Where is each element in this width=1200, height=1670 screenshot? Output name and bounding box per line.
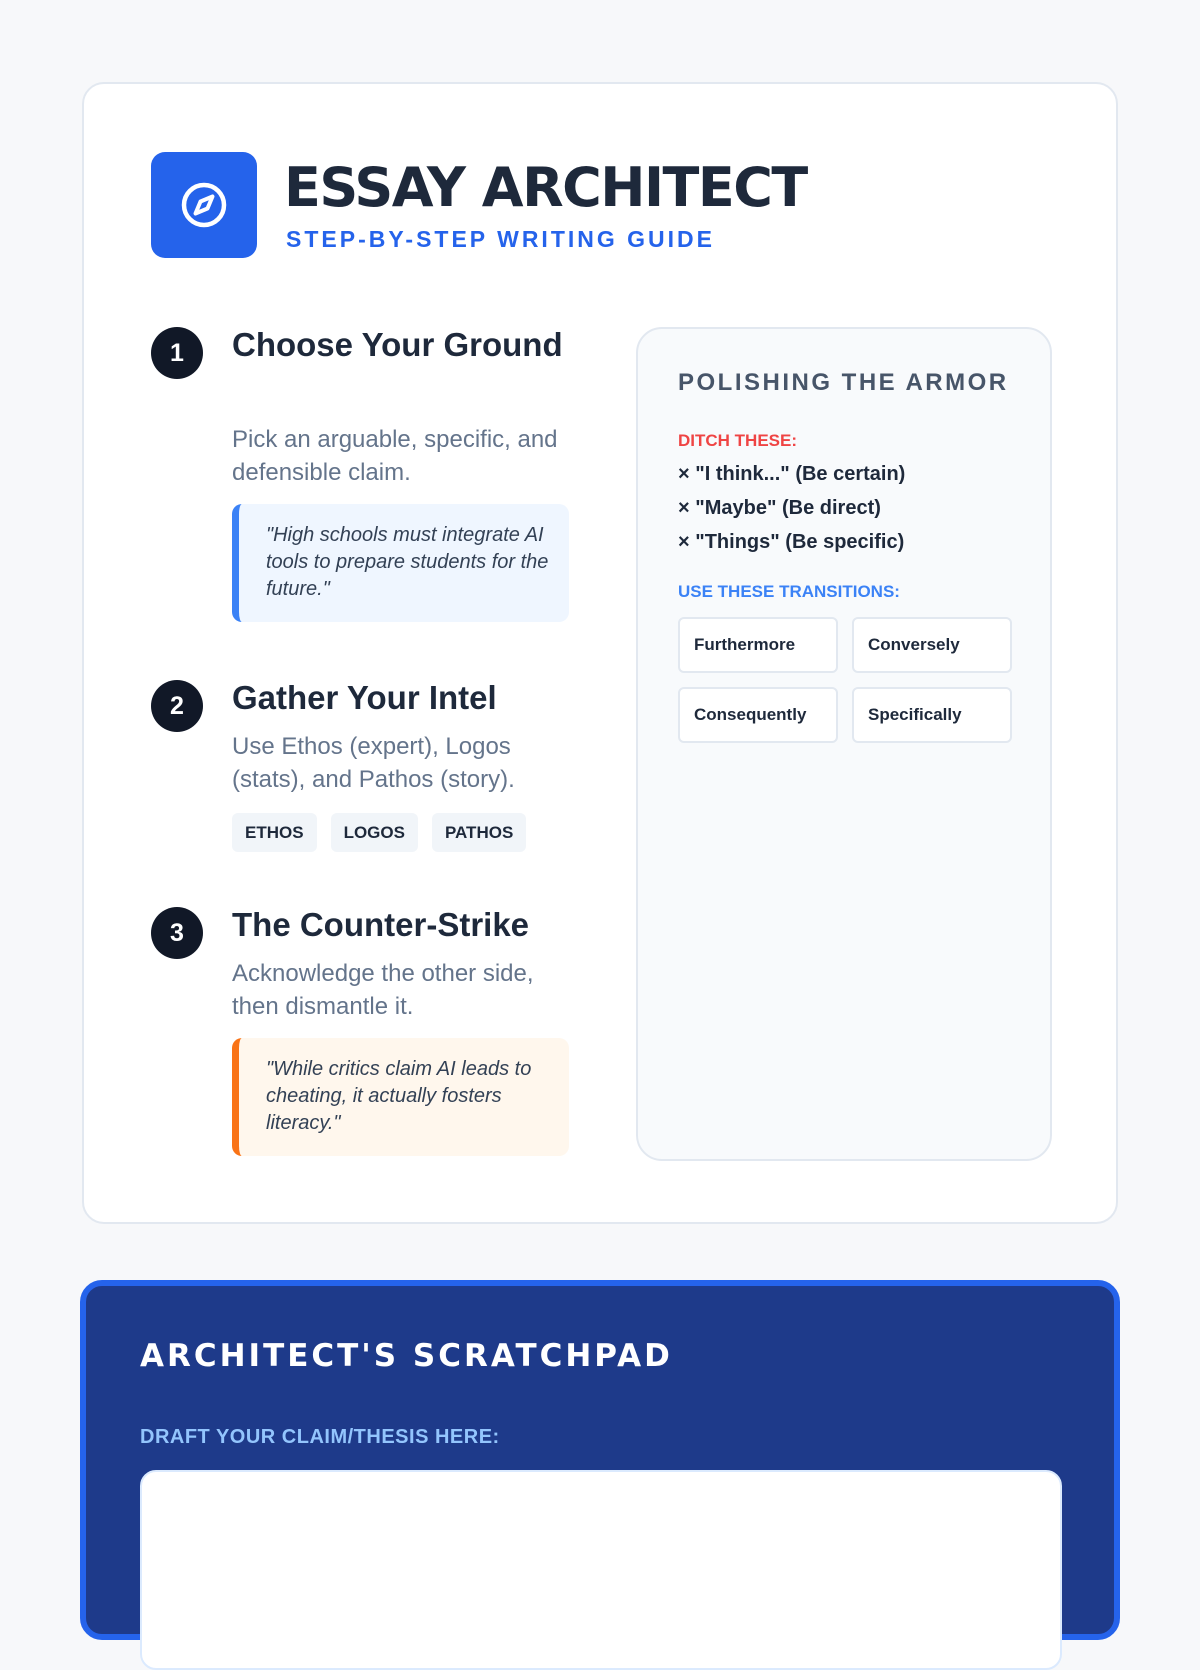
step-description-1: Pick an arguable, specific, and defensible claim. <box>232 426 558 486</box>
step-number-1: 1 <box>151 327 203 379</box>
polishing-title: POLISHING THE ARMOR <box>678 369 1009 396</box>
compass-icon <box>179 180 229 230</box>
transition-furthermore: Furthermore <box>678 617 838 673</box>
step-title-3: The Counter-Strike <box>232 906 530 943</box>
app-logo <box>151 152 257 258</box>
example-claim: "High schools must integrate AI tools to prepare students for the future." <box>232 504 569 622</box>
step-title-2: Gather Your Intel <box>232 679 497 716</box>
appeal-tags <box>232 813 526 852</box>
guide-card <box>82 82 1118 1224</box>
transition-specifically: Specifically <box>852 687 1012 743</box>
transition-conversely: Conversely <box>852 617 1012 673</box>
ditch-item: × "Things" (Be specific) <box>678 531 905 553</box>
scratchpad-panel <box>80 1280 1120 1640</box>
step-number-2: 2 <box>151 680 203 732</box>
step-description-3: Acknowledge the other side, then dismantle it. <box>232 960 534 1020</box>
ditch-list <box>678 457 905 559</box>
step-number-3: 3 <box>151 907 203 959</box>
draft-thesis-input[interactable] <box>140 1470 1062 1670</box>
scratchpad-title: ARCHITECT'S SCRATCHPAD <box>140 1338 673 1374</box>
tag-pathos: PATHOS <box>432 813 526 852</box>
app-title: ESSAY ARCHITECT <box>284 156 807 219</box>
transitions-label: USE THESE TRANSITIONS: <box>678 582 900 601</box>
ditch-item: × "Maybe" (Be direct) <box>678 497 881 519</box>
ditch-item: × "I think..." (Be certain) <box>678 463 906 485</box>
step-title-1: Choose Your Ground <box>232 326 563 363</box>
app-subtitle: STEP-BY-STEP WRITING GUIDE <box>286 226 715 252</box>
ditch-label: DITCH THESE: <box>678 431 797 450</box>
polishing-panel <box>636 327 1052 1161</box>
tag-ethos: ETHOS <box>232 813 317 852</box>
tag-logos: LOGOS <box>331 813 418 852</box>
transition-consequently: Consequently <box>678 687 838 743</box>
step-description-2: Use Ethos (expert), Logos (stats), and Pathos (story). <box>232 733 515 793</box>
transitions-grid <box>678 617 1012 743</box>
draft-label: DRAFT YOUR CLAIM/THESIS HERE: <box>140 1426 500 1448</box>
example-counterclaim: "While critics claim AI leads to cheating, it actually fosters literacy." <box>232 1038 569 1156</box>
